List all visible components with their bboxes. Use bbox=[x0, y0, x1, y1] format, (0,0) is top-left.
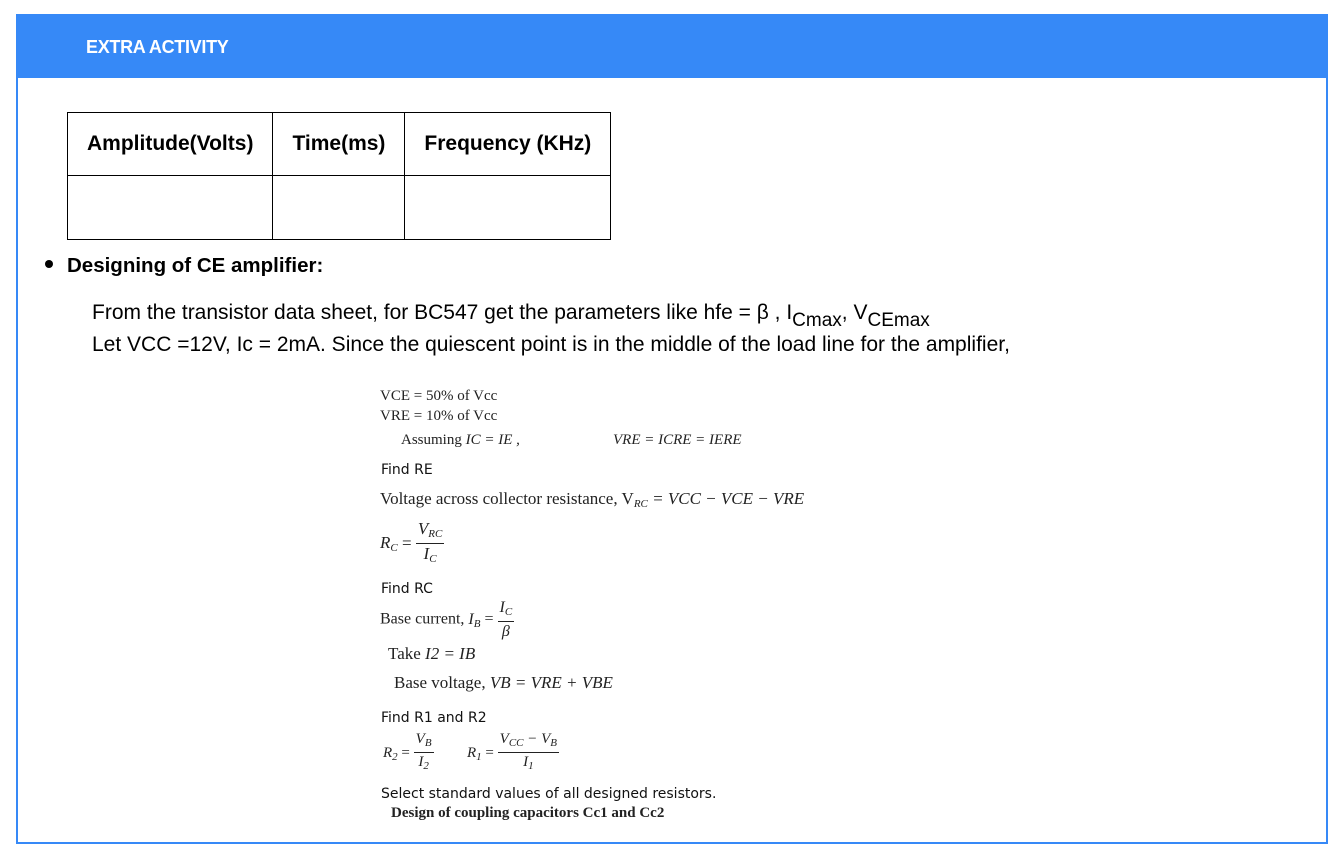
vre-equation: VRE = ICRE = IERE bbox=[613, 432, 742, 448]
table-cell-frequency bbox=[405, 176, 611, 240]
paragraph-line-1 bbox=[92, 301, 930, 331]
table-row bbox=[68, 176, 611, 240]
vrc-text: Voltage across collector resistance, V bbox=[380, 489, 634, 508]
select-standard-text: Select standard values of all designed resistors. bbox=[381, 786, 717, 802]
header-bar bbox=[16, 14, 1328, 78]
find-r1-r2-label: Find R1 and R2 bbox=[381, 710, 487, 726]
base-current-line: Base current, $I_B$ = $\frac{I_C}{\beta}$ bbox=[380, 599, 513, 640]
table-cell-amplitude bbox=[68, 176, 273, 240]
column-header-amplitude: Amplitude(Volts) bbox=[68, 113, 273, 176]
vrc-equation: = VCC − VCE − VRE bbox=[652, 489, 805, 508]
take-line bbox=[388, 644, 475, 664]
bullet-icon bbox=[45, 260, 53, 268]
r2-formula: $R_2$ = $\frac{V_B}{I_2}$ bbox=[383, 731, 432, 772]
rc-formula: $R_C$ = $\frac{V_{RC}}{I_C}$ bbox=[380, 519, 443, 565]
r1-formula: $R_1$ = $\frac{V_{CC} - V_B}{I_1}$ bbox=[467, 731, 558, 772]
paragraph-text: From the transistor data sheet, for BC547 get the parameters like hfe = β , I bbox=[92, 301, 793, 324]
take-equation: I2 = IB bbox=[425, 644, 476, 663]
assuming-label: Assuming bbox=[401, 432, 462, 448]
table-cell-time bbox=[273, 176, 405, 240]
page-title: EXTRA ACTIVITY bbox=[86, 37, 229, 57]
find-re-label: Find RE bbox=[381, 462, 433, 478]
take-label: Take bbox=[388, 644, 421, 663]
column-header-time: Time(ms) bbox=[273, 113, 405, 176]
vce-line: VCE = 50% of Vcc bbox=[380, 388, 498, 404]
paragraph-line-2: Let VCC =12V, Ic = 2mA. Since the quiescent point is in the middle of the load line for the amplifier, bbox=[92, 333, 1010, 356]
vrc-line: Voltage across collector resistance, $V_{RC}$ = VCC − VCE − VRE bbox=[380, 489, 805, 510]
subscript-cemax: CEmax bbox=[867, 310, 930, 331]
assuming-equation: IC = IE , bbox=[465, 432, 520, 448]
paragraph-text-mid: , V bbox=[841, 301, 868, 324]
column-header-frequency: Frequency (KHz) bbox=[405, 113, 611, 176]
base-current-label: Base current, bbox=[380, 610, 465, 628]
measurement-table bbox=[67, 112, 611, 240]
find-rc-label: Find RC bbox=[381, 581, 433, 597]
base-voltage-line bbox=[394, 673, 613, 693]
section-heading: Designing of CE amplifier: bbox=[67, 254, 324, 277]
coupling-capacitors-heading: Design of coupling capacitors Cc1 and Cc2 bbox=[391, 805, 665, 821]
vb-equation: VB = VRE + VBE bbox=[489, 673, 613, 692]
table-header-row bbox=[68, 113, 611, 176]
vre-line: VRE = 10% of Vcc bbox=[380, 408, 498, 424]
subscript-cmax: Cmax bbox=[792, 310, 842, 331]
base-voltage-label: Base voltage, bbox=[394, 673, 486, 692]
assuming-line bbox=[401, 432, 520, 449]
